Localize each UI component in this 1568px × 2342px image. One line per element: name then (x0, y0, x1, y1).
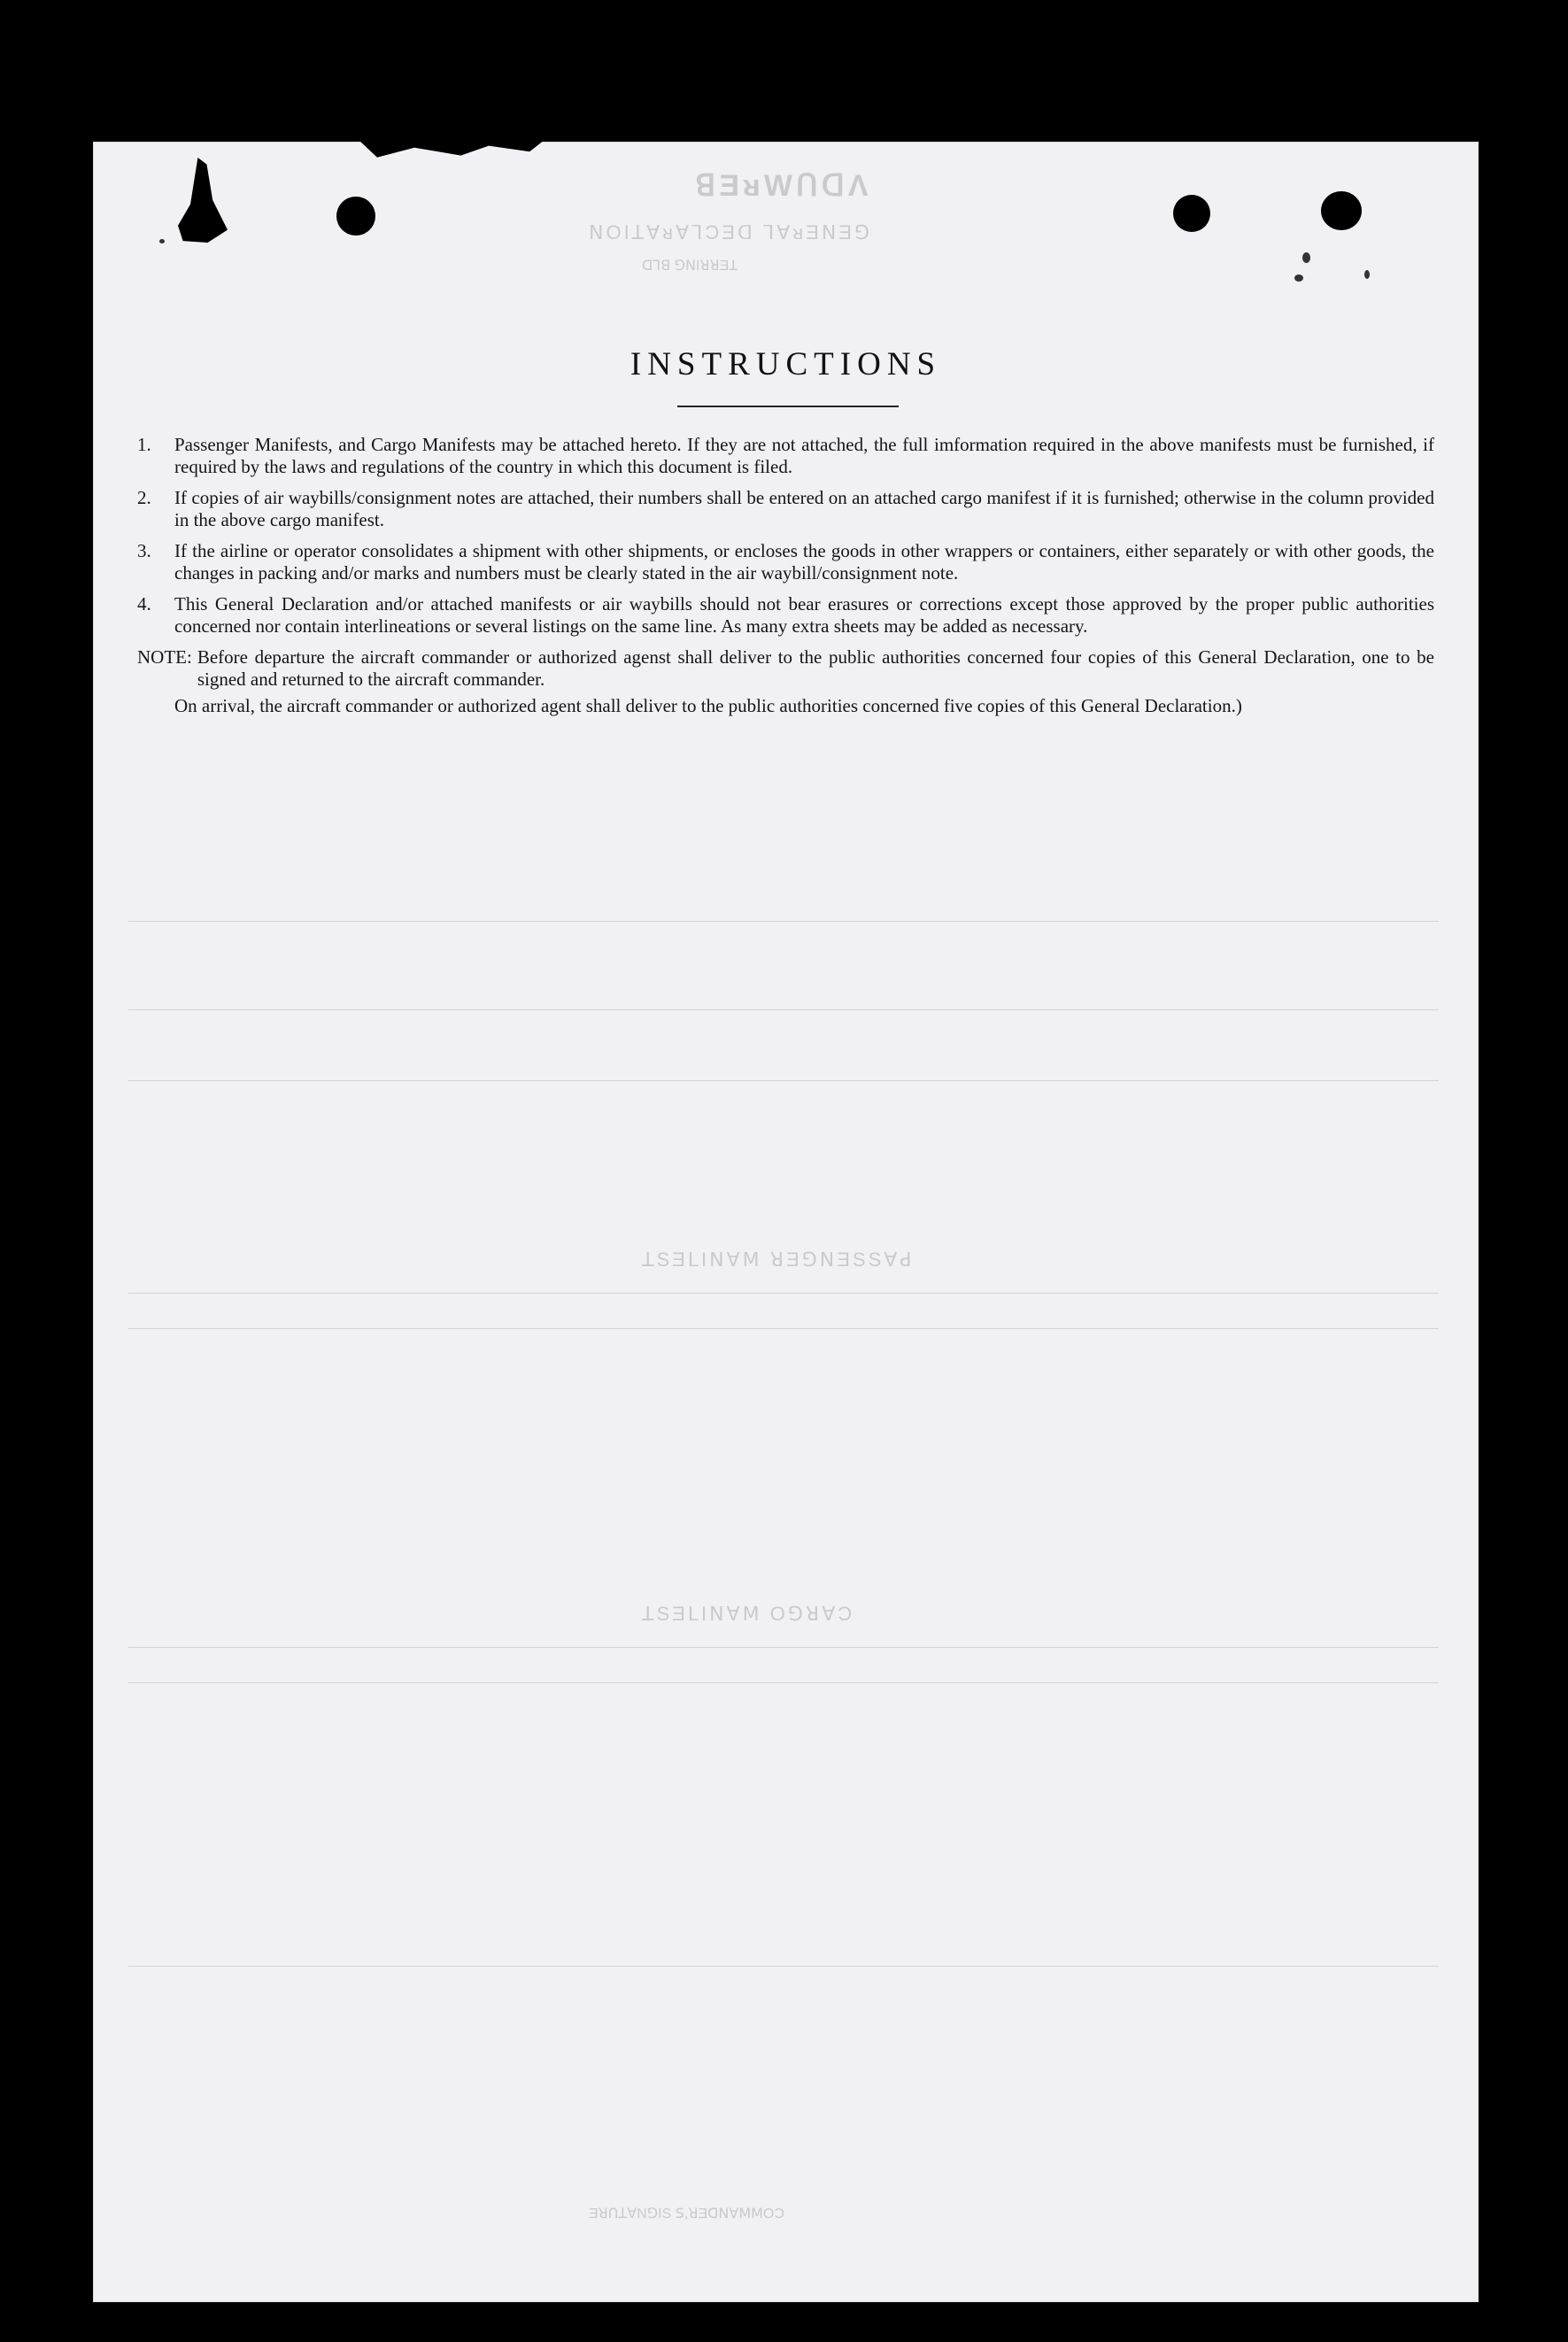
instructions-list (137, 434, 1434, 717)
document-page: ꓭƎᴚWꓵꓷɅ ꓠOIꓕⱯᴚⱯꓶƆƎꓷ ꓶⱯᴚƎꓠƎꓨ ꓷꓶꓭ ꓨꓠIꓤꓤƎꓕ ꓕSƎꓡIꓠⱯꓟ ꓤƎꓨꓠƎSSⱯꓒ ꓕSƎꓡIꓠⱯꓟ OꓨꓤⱯƆ ƎꓤꓵꓕⱯNꓨIS ꓢ,ꓤƎꓷꓠⱯꓟꓟOƆ INSTRUCTIONS 1. Passenger Manifests, and Cargo Manifests may be attached hereto. If they are not attached, the full imformation required in the above manifests must be furnished, if required by the laws and regulations of the country in which this document is filed. 2. If copies of air waybills/consignment notes are attached, their numbers shall be entered on an attached cargo manifest if it is furnished; otherwise in the column provided in the above cargo manifest. 3. If the airline or operator consolidates a shipment with other shipments, or encloses the goods in other wrappers or containers, either separately or with other goods, the changes in packing and/or marks and numbers must be clearly stated in the air waybill/consignment note. 4. This General Declaration and/or attached manifests or air waybills should not bear erasures or corrections except those approved by the proper public authorities concerned nor contain interlineations or several listings on the same line. As many extra sheets may be added as necessary. NOTE: Before departure the aircraft commander or authorized agenst shall deliver to the public authorities concerned four copies of this General Declaration, one to be signed and returned to the aircraft commander. On arrival, the aircraft commander or authorized agent shall deliver to the public authorities concerned five copies of this General Declaration.) (93, 142, 1479, 2302)
torn-corner (178, 158, 228, 243)
item-number: 2. (137, 487, 151, 508)
item-text: Passenger Manifests, and Cargo Manifests may be attached hereto. If they are not attached, the full imformation required in the above manifests must be furnished, if required by the laws and regulations of the country in which this document is filed. (174, 434, 1434, 477)
instruction-item (137, 540, 1434, 584)
item-text: If copies of air waybills/consignment notes are attached, their numbers shall be entered on an attached cargo manifest if it is furnished; otherwise in the column provided in the above cargo manifest. (174, 487, 1434, 530)
note-text: Before departure the aircraft commander or authorized agenst shall deliver to the public authorities concerned four copies of this General Declaration, one to be signed and returned to the aircraft commander. (197, 646, 1434, 690)
item-number: 4. (137, 593, 151, 614)
title-underline (677, 406, 899, 407)
torn-top-edge (359, 140, 545, 159)
note-arrival-text: On arrival, the aircraft commander or authorized agent shall deliver to the public authorities concerned five copies of this General Declaration.) (174, 695, 1242, 716)
note-block (137, 646, 1434, 690)
punch-hole-left (336, 197, 375, 236)
page-title: INSTRUCTIONS (630, 346, 942, 383)
instruction-item (137, 593, 1434, 637)
instruction-item (137, 487, 1434, 530)
instruction-item (137, 434, 1434, 477)
item-text: If the airline or operator consolidates a shipment with other shipments, or encloses the goods in other wrappers or containers, either separately or with other goods, the changes in packing and/or marks and numbers must be clearly stated in the air waybill/consignment note. (174, 540, 1434, 584)
punch-hole-right-b (1321, 191, 1362, 230)
item-number: 3. (137, 540, 151, 561)
item-text: This General Declaration and/or attached manifests or air waybills should not bear erasures or corrections except those approved by the proper public authorities concerned nor contain interlineations or several listings on the same line. As many extra sheets may be added as necessary. (174, 593, 1434, 637)
punch-hole-right-a (1173, 195, 1210, 232)
item-number: 1. (137, 434, 151, 455)
note-label: NOTE: (137, 646, 192, 668)
